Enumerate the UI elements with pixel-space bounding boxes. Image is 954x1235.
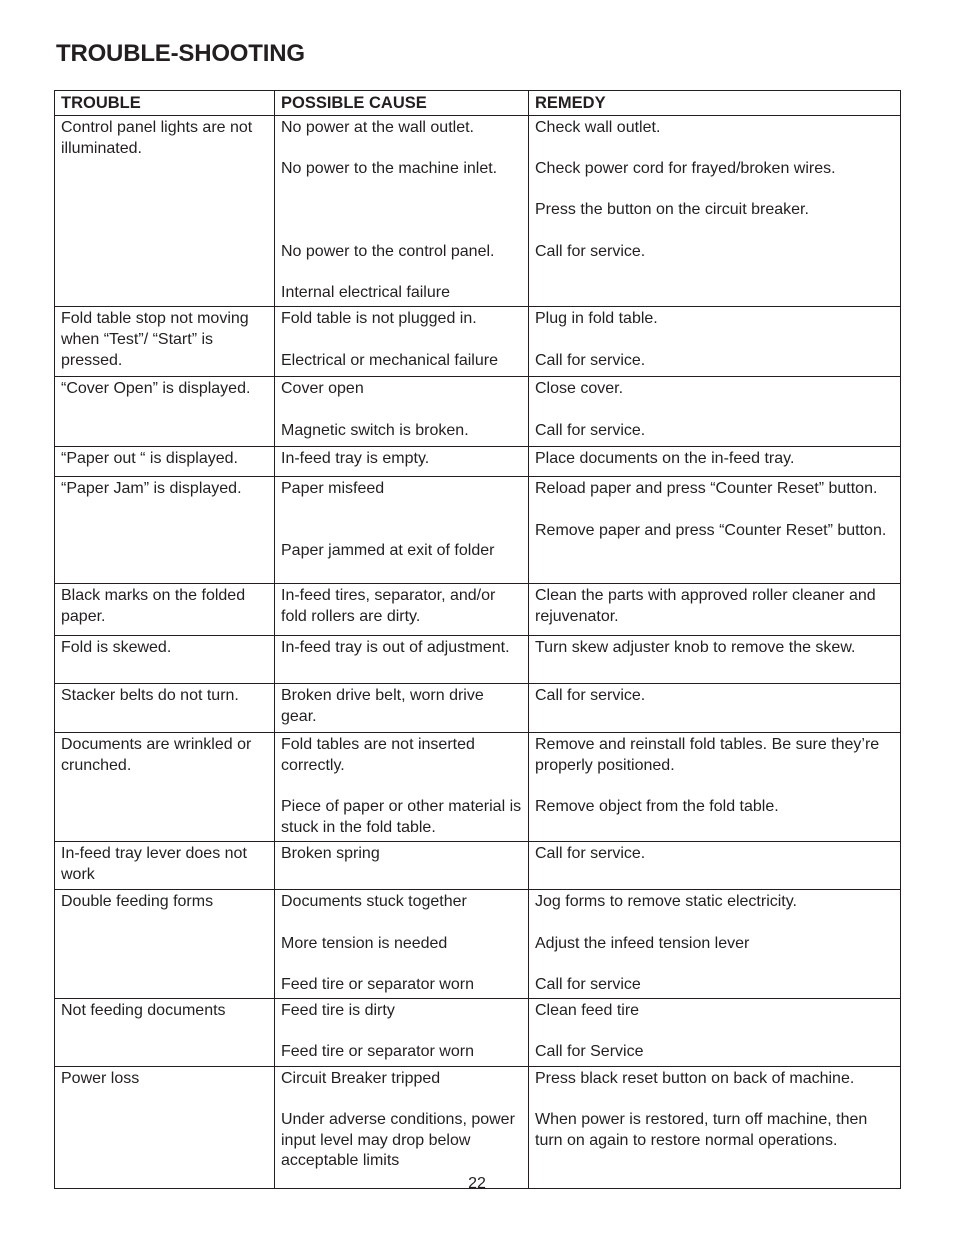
spacer — [281, 221, 522, 242]
spacer — [281, 1090, 522, 1111]
remedy-cell — [529, 890, 901, 999]
spacer — [535, 954, 894, 975]
remedy-cell — [529, 477, 901, 584]
spacer — [535, 500, 894, 521]
trouble-cell — [55, 733, 275, 842]
page-title: TROUBLE-SHOOTING — [56, 40, 305, 67]
remedy-cell — [529, 684, 901, 733]
cause-text: Broken drive belt, worn drive gear. — [281, 687, 484, 725]
cause-text: No power to the machine inlet. — [281, 160, 498, 178]
trouble-cell — [55, 477, 275, 584]
cause-cell — [275, 116, 529, 307]
cause-cell — [275, 890, 529, 999]
table-row — [55, 733, 901, 842]
trouble-text: “Paper out “ is displayed. — [61, 450, 238, 468]
trouble-text: “Cover Open” is displayed. — [61, 380, 251, 398]
remedy-text: Call for service. — [535, 242, 646, 260]
trouble-text: In-feed tray lever does not work — [61, 845, 247, 883]
trouble-cell — [55, 684, 275, 733]
remedy-text: Call for service. — [535, 687, 646, 705]
remedy-text: Check power cord for frayed/broken wires. — [535, 160, 836, 178]
trouble-cell — [55, 999, 275, 1067]
trouble-text: Stacker belts do not turn. — [61, 687, 239, 705]
cause-cell — [275, 1067, 529, 1189]
cause-text: In-feed tray is empty. — [281, 450, 430, 468]
remedy-text: Call for service. — [535, 351, 646, 369]
remedy-text: Press the button on the circuit breaker. — [535, 201, 809, 219]
spacer — [281, 777, 522, 798]
trouble-cell — [55, 307, 275, 377]
table-row — [55, 1067, 901, 1189]
remedy-cell — [529, 1067, 901, 1189]
spacer — [535, 777, 894, 798]
spacer — [281, 1022, 522, 1043]
remedy-text: Plug in fold table. — [535, 310, 658, 328]
cause-text: In-feed tray is out of adjustment. — [281, 639, 510, 657]
cause-text: Broken spring — [281, 845, 380, 863]
remedy-text: Call for Service — [535, 1043, 644, 1061]
cause-cell — [275, 733, 529, 842]
spacer — [281, 500, 522, 521]
remedy-text: Place documents on the in-feed tray. — [535, 450, 795, 468]
cause-text: Piece of paper or other material is stuck in the fold table. — [281, 798, 522, 836]
remedy-text: Reload paper and press “Counter Reset” button. — [535, 480, 878, 498]
trouble-text: “Paper Jam” is displayed. — [61, 480, 242, 498]
cause-cell — [275, 307, 529, 377]
cause-cell — [275, 477, 529, 584]
cause-text: No power to the control panel. — [281, 242, 495, 260]
trouble-text: Fold table stop not moving when “Test”/ “Start” is pressed. — [61, 310, 249, 369]
remedy-text: Clean feed tire — [535, 1002, 640, 1020]
spacer — [535, 221, 894, 242]
cause-text: Electrical or mechanical failure — [281, 351, 498, 369]
spacer — [281, 521, 522, 542]
cause-cell — [275, 636, 529, 684]
table-row — [55, 377, 901, 447]
cause-cell — [275, 584, 529, 636]
remedy-text: Check wall outlet. — [535, 119, 661, 136]
cause-text: Under adverse conditions, power input level may drop below acceptable limits — [281, 1111, 515, 1170]
cause-text: Paper jammed at exit of folder — [281, 542, 495, 560]
spacer — [281, 262, 522, 283]
cause-text: Feed tire or separator worn — [281, 975, 474, 993]
remedy-text: Clean the parts with approved roller cleaner and rejuvenator. — [535, 587, 876, 625]
remedy-text: Turn skew adjuster knob to remove the skew. — [535, 639, 856, 657]
spacer — [535, 400, 894, 421]
remedy-text: Call for service. — [535, 421, 646, 439]
remedy-cell — [529, 636, 901, 684]
table-row — [55, 684, 901, 733]
cause-text: Magnetic switch is broken. — [281, 421, 469, 439]
trouble-cell — [55, 636, 275, 684]
remedy-cell — [529, 999, 901, 1067]
remedy-text: Remove paper and press “Counter Reset” button. — [535, 521, 887, 539]
trouble-cell — [55, 377, 275, 447]
trouble-cell — [55, 1067, 275, 1189]
table-row — [55, 890, 901, 999]
spacer — [535, 139, 894, 160]
table-row — [55, 477, 901, 584]
cause-text: Feed tire is dirty — [281, 1002, 395, 1020]
trouble-text: Double feeding forms — [61, 893, 214, 911]
table-row — [55, 999, 901, 1067]
cause-cell — [275, 842, 529, 890]
troubleshooting-table — [54, 90, 901, 1189]
cause-text: More tension is needed — [281, 934, 448, 952]
trouble-text: Documents are wrinkled or crunched. — [61, 736, 252, 774]
header-trouble: TROUBLE — [55, 91, 275, 116]
cause-text: No power at the wall outlet. — [281, 119, 474, 136]
spacer — [535, 180, 894, 201]
table-row — [55, 116, 901, 307]
table-row — [55, 447, 901, 477]
header-remedy: REMEDY — [529, 91, 901, 116]
cause-text: In-feed tires, separator, and/or fold rollers are dirty. — [281, 587, 496, 625]
remedy-text: Call for service. — [535, 845, 646, 863]
cause-text: Paper misfeed — [281, 480, 385, 498]
cause-text: Circuit Breaker tripped — [281, 1070, 441, 1088]
remedy-text: When power is restored, turn off machine, then turn on again to restore normal operations. — [535, 1111, 868, 1149]
table-header-row — [55, 91, 901, 116]
cause-text: Documents stuck together — [281, 893, 467, 911]
trouble-cell — [55, 116, 275, 307]
spacer — [281, 913, 522, 934]
page-number: 22 — [468, 1175, 486, 1192]
cause-text: Cover open — [281, 380, 364, 398]
trouble-text: Control panel lights are not illuminated. — [61, 119, 253, 157]
trouble-cell — [55, 842, 275, 890]
trouble-cell — [55, 584, 275, 636]
remedy-text: Close cover. — [535, 380, 624, 398]
remedy-text: Call for service — [535, 975, 641, 993]
trouble-text: Power loss — [61, 1070, 140, 1088]
spacer — [281, 400, 522, 421]
spacer — [281, 330, 522, 351]
table-row — [55, 584, 901, 636]
table-row — [55, 636, 901, 684]
table-row — [55, 307, 901, 377]
remedy-cell — [529, 307, 901, 377]
cause-text: Feed tire or separator worn — [281, 1043, 474, 1061]
remedy-cell — [529, 377, 901, 447]
spacer — [281, 954, 522, 975]
trouble-cell — [55, 447, 275, 477]
trouble-text: Fold is skewed. — [61, 639, 172, 657]
remedy-text: Adjust the infeed tension lever — [535, 934, 750, 952]
remedy-text: Remove and reinstall fold tables. Be sure they’re properly positioned. — [535, 736, 880, 774]
cause-cell — [275, 999, 529, 1067]
cause-text: Fold table is not plugged in. — [281, 310, 477, 328]
header-possible-cause: POSSIBLE CAUSE — [275, 91, 529, 116]
remedy-cell — [529, 733, 901, 842]
remedy-text: Press black reset button on back of machine. — [535, 1070, 855, 1088]
cause-text: Internal electrical failure — [281, 283, 450, 301]
remedy-cell — [529, 447, 901, 477]
trouble-text: Not feeding documents — [61, 1002, 226, 1020]
spacer — [535, 913, 894, 934]
remedy-cell — [529, 584, 901, 636]
remedy-cell — [529, 842, 901, 890]
remedy-text: Jog forms to remove static electricity. — [535, 893, 797, 911]
spacer — [535, 1022, 894, 1043]
spacer — [535, 330, 894, 351]
cause-text: Fold tables are not inserted correctly. — [281, 736, 475, 774]
spacer — [281, 180, 522, 201]
table-body — [55, 116, 901, 1189]
spacer — [281, 139, 522, 160]
spacer — [535, 1090, 894, 1111]
cause-cell — [275, 447, 529, 477]
trouble-text: Black marks on the folded paper. — [61, 587, 246, 625]
cause-cell — [275, 684, 529, 733]
table-row — [55, 842, 901, 890]
cause-cell — [275, 377, 529, 447]
remedy-text: Remove object from the fold table. — [535, 798, 779, 816]
spacer — [281, 200, 522, 221]
trouble-cell — [55, 890, 275, 999]
remedy-cell — [529, 116, 901, 307]
